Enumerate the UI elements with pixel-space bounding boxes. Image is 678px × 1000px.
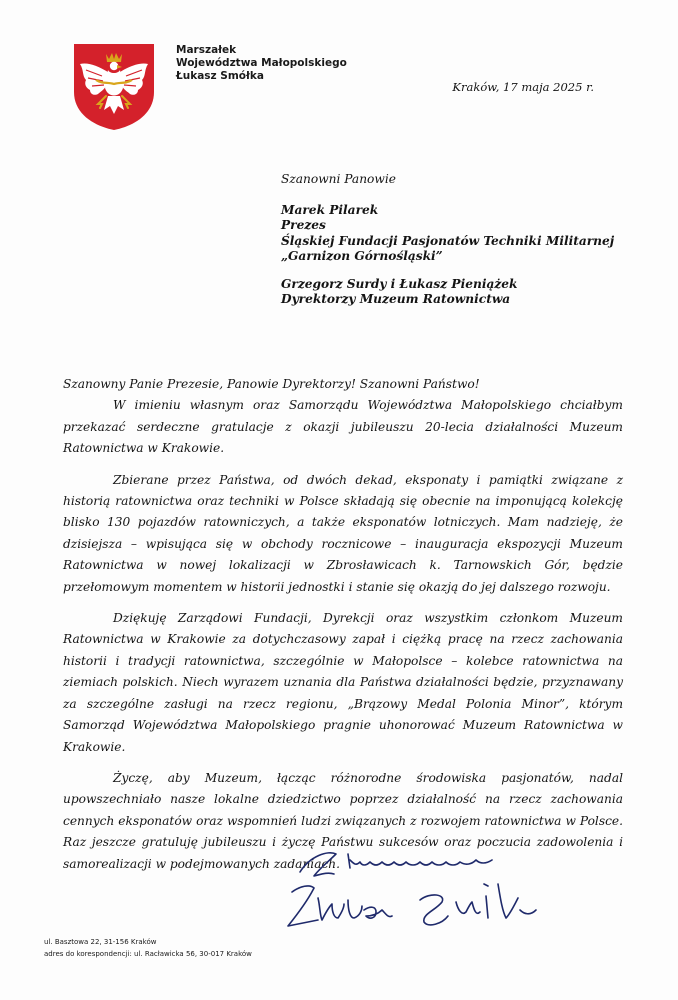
footer-address: ul. Basztowa 22, 31-156 Kraków — [44, 938, 157, 946]
paragraph-2: Zbierane przez Państwa, od dwóch dekad, eksponaty i pamiątki związane z historią ratownictwa oraz techniki w Polsce składają się obecnie na imponującą kolekcję blisko 130 pojazdów ratowniczych, a także eksponatów lotniczych. Mam nadzieję, że dzisiejsza – wpisująca się w obchody rocznicowe – inauguracja ekspozycji Muzeum Ratownictwa w nowej lokalizacji w Zbrosławicach k. Tarnowskich Gór, będzie przełomowym momentem w historii jednostki i stanie się okazją do jej dalszego rozwoju. — [63, 472, 623, 594]
greeting: Szanowny Panie Prezesie, Panowie Dyrektorzy! Szanowni Państwo! — [63, 377, 480, 391]
salutation: Szanowni Panowie — [281, 172, 396, 186]
footer-correspondence-address: adres do korespondencji: ul. Racławicka 56, 30-017 Kraków — [44, 950, 252, 958]
recipient-directors-role: Dyrektorzy Muzeum Ratownictwa — [281, 292, 511, 306]
recipient-organization-name: „Garnizon Górnośląski” — [281, 249, 443, 263]
recipient-name: Marek Pilarek — [281, 202, 379, 217]
recipient-organization: Śląskiej Fundacji Pasjonatów Techniki Militarnej — [281, 233, 615, 248]
eagle-coat-of-arms-icon — [68, 40, 160, 132]
sender-block — [176, 44, 347, 83]
addressee-block — [281, 172, 614, 308]
sender-region: Województwa Małopolskiego — [176, 57, 347, 69]
footer-address-block — [44, 936, 252, 960]
sender-title: Marszałek — [176, 44, 237, 56]
letter-body — [63, 374, 623, 885]
handwritten-signature — [270, 840, 590, 950]
paragraph-4: Życzę, aby Muzeum, łącząc różnorodne środowiska pasjonatów, nadal upowszechniało nasze lokalne dziedzictwo poprzez działalność na rzecz zachowania cennych eksponatów oraz wspomnień ludzi związanych z rozwojem ratownictwa w Polsce. Raz jeszcze gratuluję jubileuszu i życzę Państwu sukcesów oraz poczucia zadowolenia i samorealizacji w podejmowanych zadaniach. — [63, 770, 623, 871]
recipient-role: Prezes — [281, 218, 326, 232]
paragraph-1: W imieniu własnym oraz Samorządu Województwa Małopolskiego chciałbym przekazać serdeczne gratulacje z okazji jubileuszu 20-lecia działalności Muzeum Ratownictwa w Krakowie. — [63, 398, 623, 456]
recipient-directors-names: Grzegorz Surdy i Łukasz Pieniążek — [281, 276, 518, 291]
letter-date: Kraków, 17 maja 2025 r. — [452, 80, 594, 94]
sender-name: Łukasz Smółka — [176, 70, 264, 82]
paragraph-3: Dziękuję Zarządowi Fundacji, Dyrekcji oraz wszystkim członkom Muzeum Ratownictwa w Krakowie za dotychczasowy zapał i ciężką pracę na rzecz zachowania historii i tradycji ratownictwa, szczególnie w Małopolsce – kolebce ratownictwa na ziemiach polskich. Niech wyrazem uznania dla Państwa działalności będzie, przyznawany za szczególne zasługi na rzecz regionu, „Brązowy Medal Polonia Minor”, którym Samorząd Województwa Małopolskiego pragnie uhonorować Muzeum Ratownictwa w Krakowie. — [63, 611, 623, 754]
